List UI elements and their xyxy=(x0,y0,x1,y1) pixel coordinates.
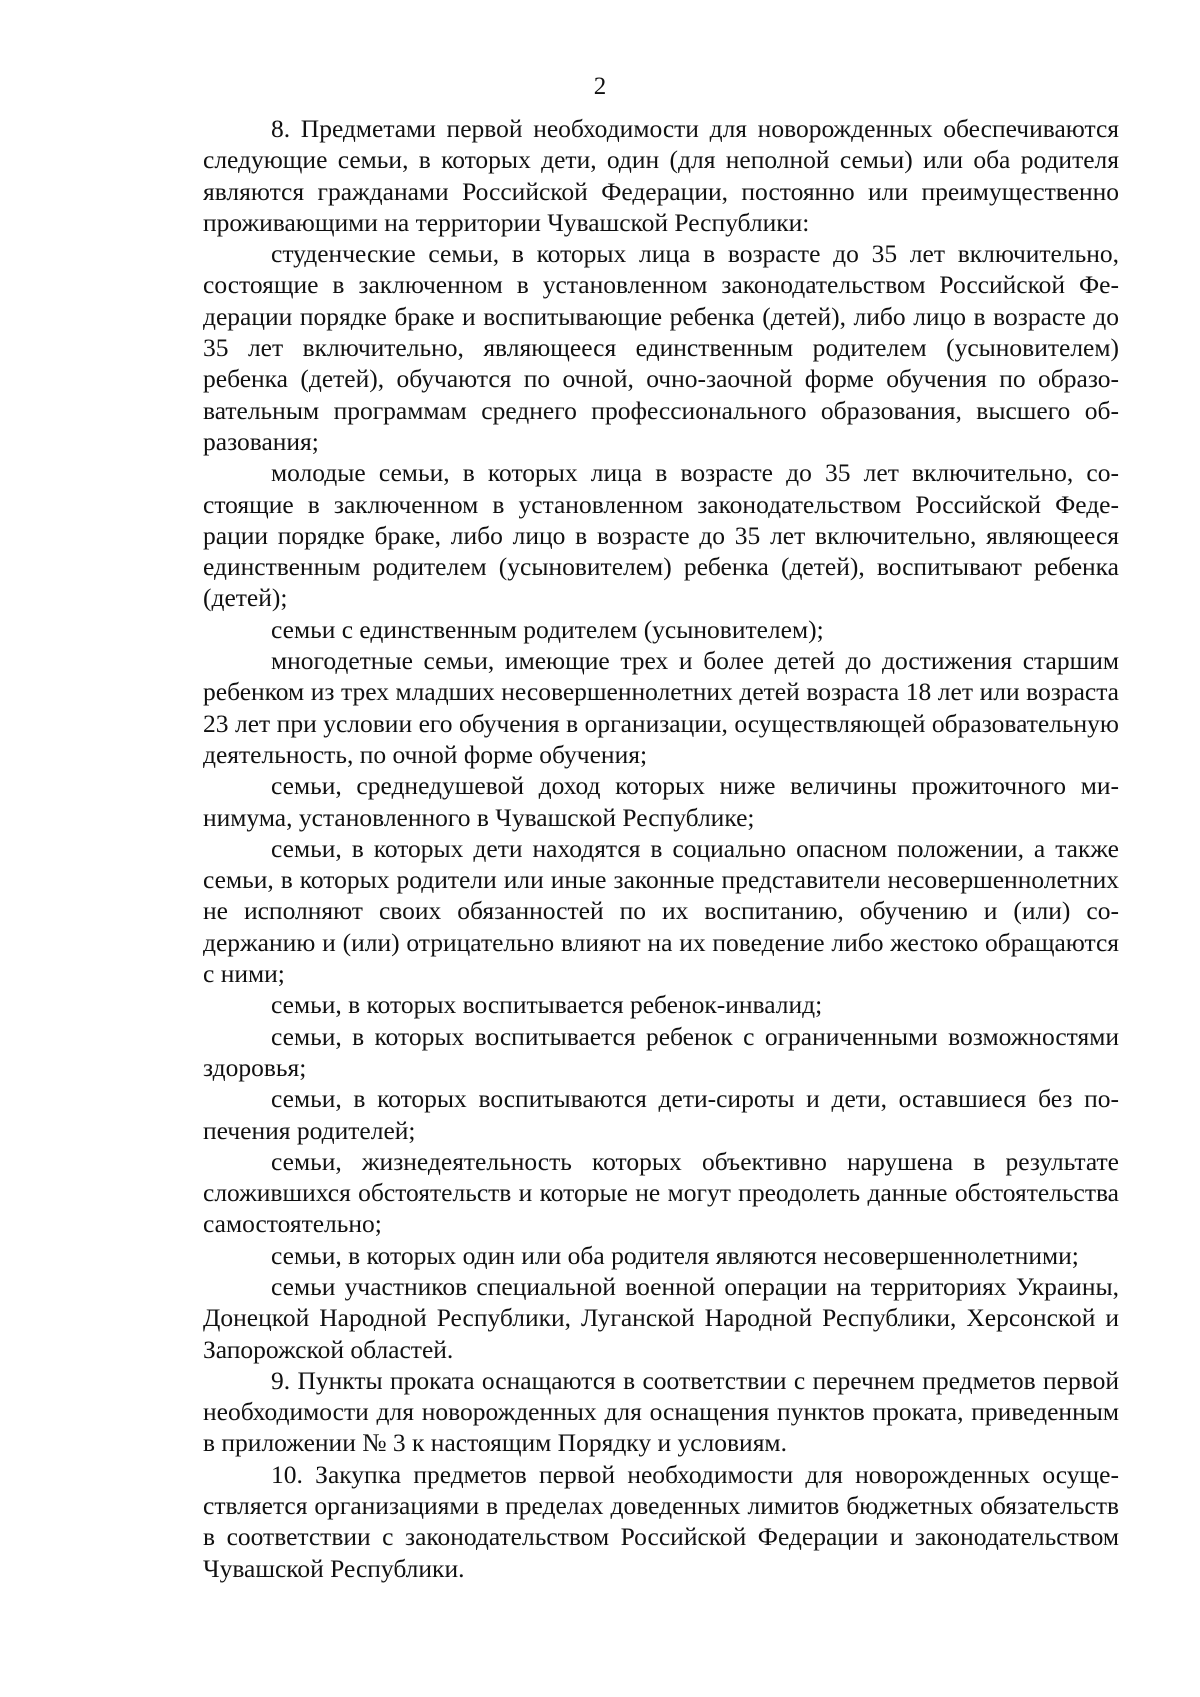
page-number: 2 xyxy=(593,73,607,100)
paragraph-large-families: многодетные семьи, имеющие трех и более детей до достижения старшим ребенком из трех младших несовершеннолетних детей возраста 18 лет или возраста 23 лет при условии его обучения в организации, осуществляющей образовательную деятельность, по очной форме обучения; xyxy=(203,646,1119,769)
paragraph-disrupted-families: семьи, жизнедеятельность которых объективно нарушена в результате сложившихся обстоятельств и которые не могут преодолеть данные обстоятельства самостоятельно; xyxy=(203,1146,1119,1239)
paragraph-student-families: студенческие семьи, в которых лица в возрасте до 35 лет включительно, состоящие в заключенном в установленном законодательством Российской Федерации порядке браке и воспитывающие ребенка (детей), либо лицо в возрасте до 35 лет включительно, являющееся единственным родителем (усыновителем) ребенка (детей), обучаются по очной, очно-заочной форме обучения по образовательным программам среднего профессионального образования, высшего образования; xyxy=(203,239,1119,456)
paragraph-orphan-families: семьи, в которых воспитываются дети-сироты и дети, оставшиеся без попечения родителей; xyxy=(203,1084,1119,1145)
paragraph-limited-health-families: семьи, в которых воспитывается ребенок с ограниченными возможностями здоровья; xyxy=(203,1021,1119,1082)
document-body xyxy=(203,113,1119,1584)
paragraph-minor-parent-families: семьи, в которых один или оба родителя являются несовершеннолетними; xyxy=(271,1240,1079,1270)
paragraph-military-families: семьи участников специальной военной операции на территориях Украины, Донецкой Народной Республики, Луганской Народной Республики, Херсонской и Запорожской областей. xyxy=(203,1271,1119,1364)
paragraph-single-parent-families: семьи с единственным родителем (усыновителем); xyxy=(271,614,824,644)
paragraph-item-10: 10. Закупка предметов первой необходимости для новорожденных осуществляется организациями в пределах доведенных лимитов бюджетных обязательств в соответствии с законодательством Российской Федерации и законодательством Чувашской Республики. xyxy=(203,1459,1119,1583)
paragraph-low-income-families: семьи, среднедушевой доход которых ниже величины прожиточного минимума, установленного в Чувашской Республике; xyxy=(203,771,1119,832)
paragraph-item-8: 8. Предметами первой необходимости для новорожденных обеспечиваются следующие семьи, в которых дети, один (для неполной семьи) или оба родителя являются гражданами Российской Федерации, постоянно или преимущественно проживающими на территории Чувашской Республики: xyxy=(203,114,1119,237)
paragraph-young-families: молодые семьи, в которых лица в возрасте до 35 лет включительно, состоящие в заключенном в установленном законодательством Российской Федерации порядке браке, либо лицо в возрасте до 35 лет включительно, являющееся единственным родителем (усыновителем) ребенка (детей), воспитывают ребенка (детей); xyxy=(203,458,1119,613)
paragraph-dangerous-situation-families: семьи, в которых дети находятся в социально опасном положении, а также семьи, в которых родители или иные законные представители несовершеннолетних не исполняют своих обязанностей по их воспитанию, обучению и (или) содержанию и (или) отрицательно влияют на их поведение либо жестоко обращаются с ними; xyxy=(203,833,1119,989)
paragraph-item-9: 9. Пункты проката оснащаются в соответствии с перечнем предметов первой необходимости для новорожденных для оснащения пунктов проката, приведенным в приложении № 3 к настоящим Порядку и условиям. xyxy=(203,1365,1119,1458)
paragraph-disabled-child-families: семьи, в которых воспитывается ребенок-инвалид; xyxy=(271,990,823,1020)
